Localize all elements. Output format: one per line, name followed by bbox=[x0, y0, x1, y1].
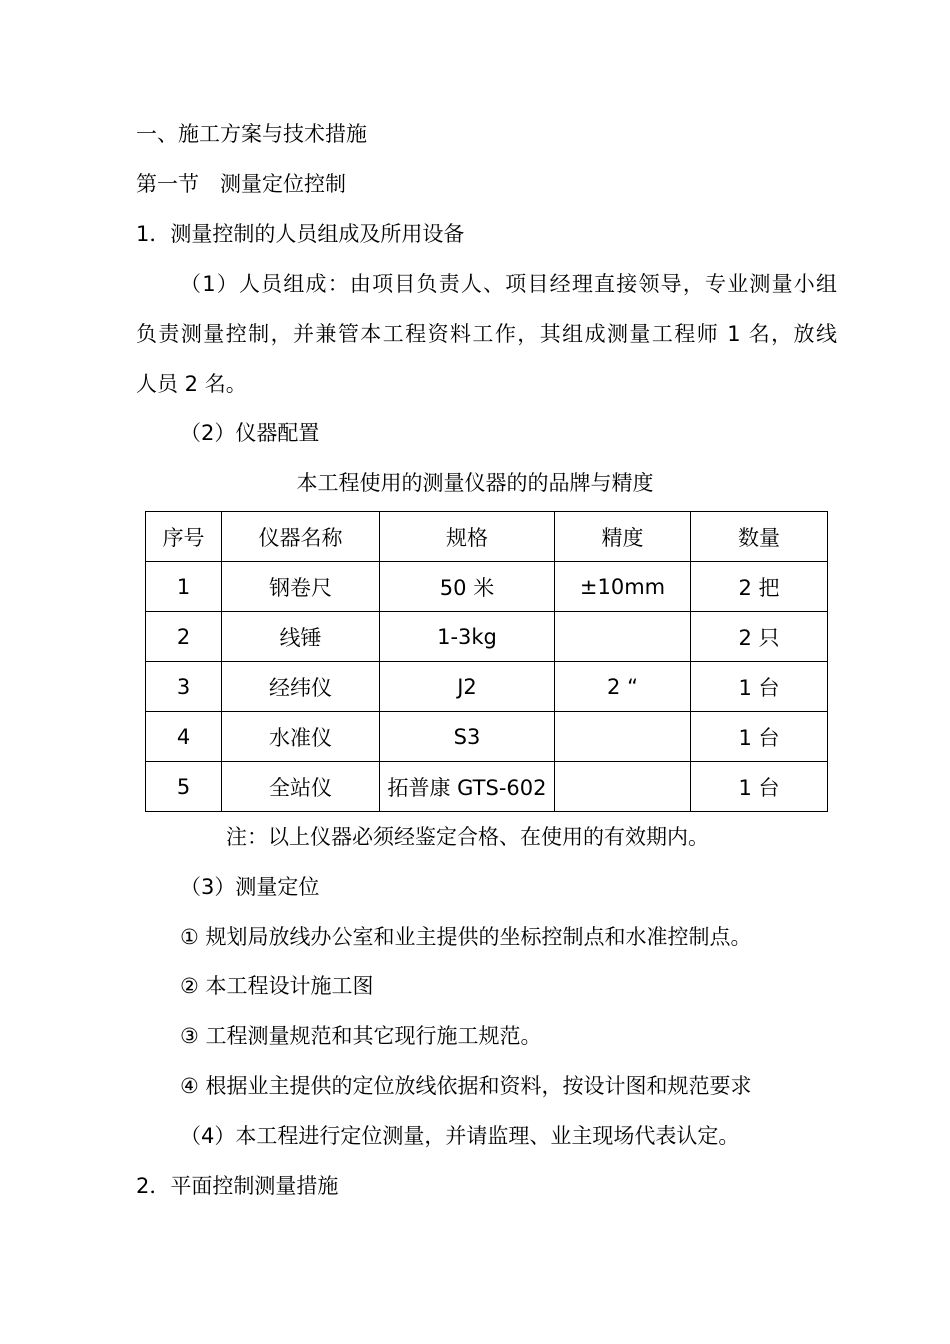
table-cell: 2 只 bbox=[691, 612, 828, 662]
chapter-heading: 一、施工方案与技术措施 bbox=[136, 122, 367, 146]
table-row bbox=[146, 612, 828, 662]
table-cell: 2 把 bbox=[691, 562, 828, 612]
table-cell: 1 台 bbox=[691, 762, 828, 812]
table-row bbox=[146, 562, 828, 612]
table-row bbox=[146, 762, 828, 812]
header-cell: 序号 bbox=[146, 512, 222, 562]
table-cell: 拓普康 GTS-602 bbox=[380, 762, 555, 812]
para4-confirmation: （4）本工程进行定位测量，并请监理、业主现场代表认定。 bbox=[180, 1124, 740, 1148]
para3-positioning: （3）测量定位 bbox=[180, 875, 320, 899]
table-cell: 线锤 bbox=[222, 612, 380, 662]
table-cell bbox=[555, 712, 691, 762]
table-caption: 本工程使用的测量仪器的的品牌与精度 bbox=[296, 471, 654, 495]
header-cell: 规格 bbox=[380, 512, 555, 562]
table-cell: 1 台 bbox=[691, 662, 828, 712]
table-cell: 水准仪 bbox=[222, 712, 380, 762]
table-cell: 经纬仪 bbox=[222, 662, 380, 712]
table-note: 注：以上仪器必须经鉴定合格、在使用的有效期内。 bbox=[226, 825, 709, 849]
instrument-table bbox=[145, 511, 828, 812]
section-heading: 第一节 测量定位控制 bbox=[136, 172, 346, 196]
table-header-row bbox=[146, 512, 828, 562]
table-cell: S3 bbox=[380, 712, 555, 762]
table-cell: 4 bbox=[146, 712, 222, 762]
table-cell: 50 米 bbox=[380, 562, 555, 612]
header-cell: 仪器名称 bbox=[222, 512, 380, 562]
table-cell: 5 bbox=[146, 762, 222, 812]
table-cell: 2 bbox=[146, 612, 222, 662]
item2-title: 2．平面控制测量措施 bbox=[136, 1174, 339, 1198]
table-cell bbox=[555, 612, 691, 662]
para2-instrument-config: （2）仪器配置 bbox=[180, 421, 320, 445]
table-cell: 2 “ bbox=[555, 662, 691, 712]
para1-line3: 人员 2 名。 bbox=[136, 372, 247, 396]
circled-item-1: ① 规划局放线办公室和业主提供的坐标控制点和水准控制点。 bbox=[180, 925, 752, 949]
table-cell: J2 bbox=[380, 662, 555, 712]
header-cell: 精度 bbox=[555, 512, 691, 562]
table-cell: 3 bbox=[146, 662, 222, 712]
item1-title: 1．测量控制的人员组成及所用设备 bbox=[136, 222, 465, 246]
table-cell bbox=[555, 762, 691, 812]
circled-item-3: ③ 工程测量规范和其它现行施工规范。 bbox=[180, 1024, 542, 1048]
table-row bbox=[146, 712, 828, 762]
table-cell: 1 台 bbox=[691, 712, 828, 762]
table-cell: ±10mm bbox=[555, 562, 691, 612]
header-cell: 数量 bbox=[691, 512, 828, 562]
circled-item-2: ② 本工程设计施工图 bbox=[180, 974, 374, 998]
para1-line1: （1）人员组成：由项目负责人、项目经理直接领导，专业测量小组 bbox=[180, 272, 837, 296]
table-cell: 1-3kg bbox=[380, 612, 555, 662]
table-cell: 钢卷尺 bbox=[222, 562, 380, 612]
table-row bbox=[146, 662, 828, 712]
circled-item-4: ④ 根据业主提供的定位放线依据和资料，按设计图和规范要求 bbox=[180, 1074, 752, 1098]
table-cell: 1 bbox=[146, 562, 222, 612]
table-cell: 全站仪 bbox=[222, 762, 380, 812]
para1-line2: 负责测量控制，并兼管本工程资料工作，其组成测量工程师 1 名，放线 bbox=[136, 322, 837, 346]
